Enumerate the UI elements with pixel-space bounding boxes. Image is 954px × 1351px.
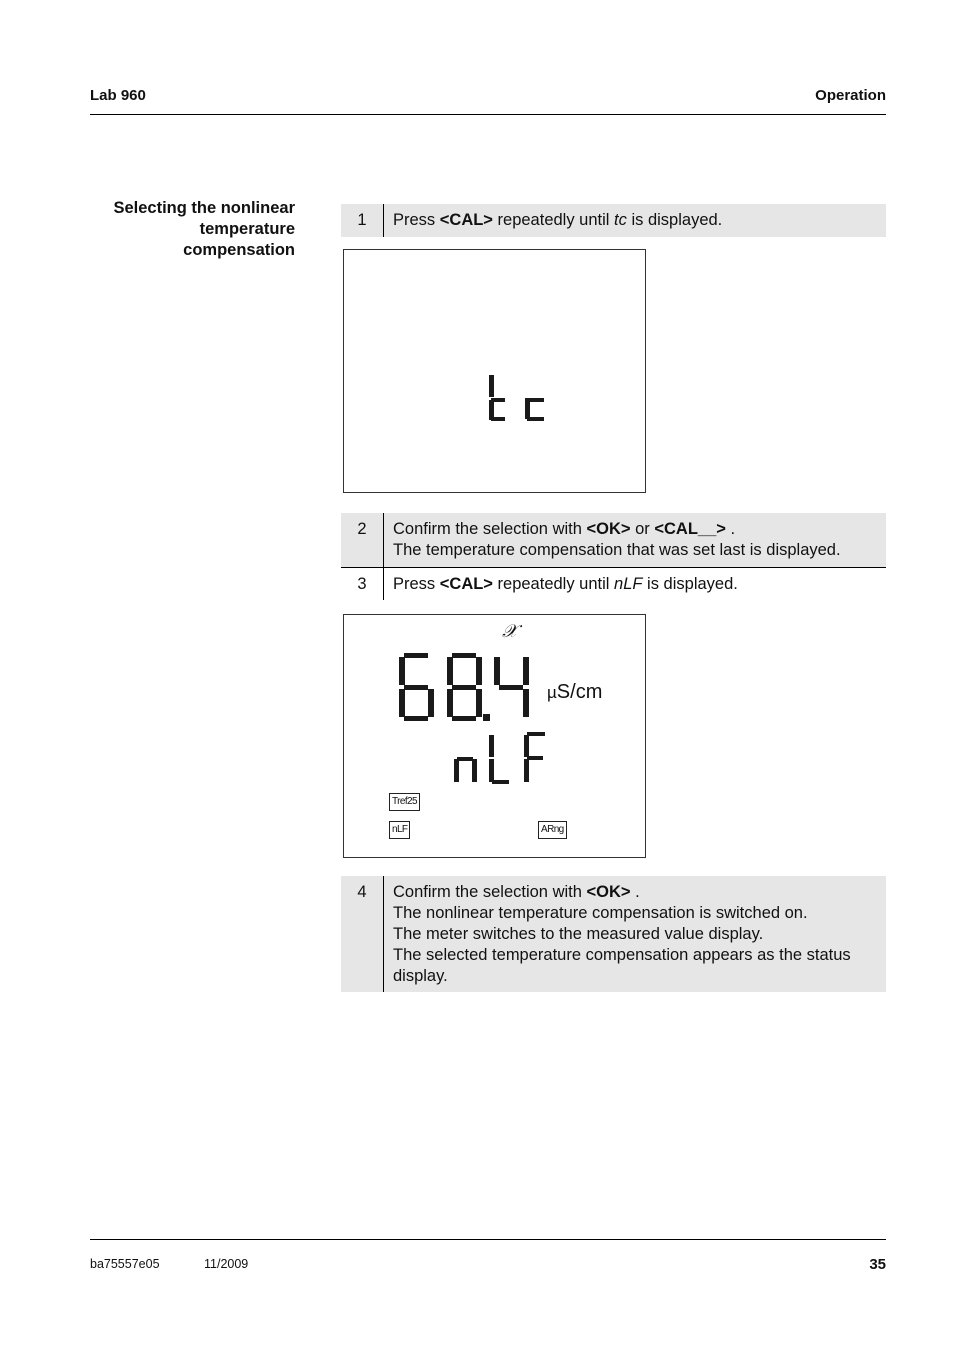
- lcd-value-68-4: [399, 653, 529, 721]
- step-number: 3: [341, 568, 384, 600]
- display-code: tc: [614, 211, 627, 229]
- unit-label: [547, 681, 602, 704]
- text-run: Confirm the selection with: [393, 520, 587, 538]
- step-text-line: [393, 574, 878, 595]
- lcd-display-tc: [343, 249, 646, 493]
- key-label: <OK>: [586, 520, 631, 538]
- step-text: [393, 568, 886, 601]
- page-number: 35: [869, 1256, 886, 1273]
- text-run: The nonlinear temperature compensation is switched on.: [393, 904, 808, 922]
- indicator-tref25: Tref25: [389, 793, 420, 811]
- step-4: [341, 876, 886, 992]
- text-run: .: [725, 520, 736, 538]
- section-title-line: temperature: [199, 220, 295, 238]
- header-left: Lab 960: [90, 87, 146, 104]
- section-title-line: compensation: [183, 241, 295, 259]
- lcd-display-measurement: [343, 614, 646, 858]
- text-run: The temperature compensation that was set last is displayed.: [393, 541, 841, 559]
- text-run: Press: [393, 575, 440, 593]
- conductivity-symbol: 𝒳: [502, 621, 518, 642]
- text-run: is displayed.: [642, 575, 738, 593]
- step-number: 4: [341, 876, 384, 992]
- lcd-segments: [344, 250, 645, 492]
- text-run: Press: [393, 211, 440, 229]
- key-label: <OK>: [586, 883, 631, 901]
- step-text-line: [393, 945, 878, 966]
- step-number: 2: [341, 513, 384, 567]
- step-number: 1: [341, 204, 384, 237]
- indicator-nlf: nLF: [389, 821, 410, 839]
- step-text-line: [393, 966, 878, 987]
- text-run: display.: [393, 967, 448, 985]
- step-3: [341, 568, 886, 600]
- header-rule: [90, 114, 886, 115]
- key-label: <CAL__>: [654, 520, 726, 538]
- header-right: Operation: [815, 87, 886, 104]
- step-text-line: [393, 903, 878, 924]
- step-text-line: [393, 519, 878, 540]
- section-title: [90, 198, 295, 261]
- footer-rule: [90, 1239, 886, 1240]
- footer-doc-id: ba75557e05: [90, 1257, 160, 1271]
- unit-text: S/cm: [556, 681, 603, 703]
- text-run: The meter switches to the measured value display.: [393, 925, 764, 943]
- lcd-mode-nlf: [454, 732, 545, 784]
- indicator-arng: ARng: [538, 821, 567, 839]
- step-text: [393, 876, 886, 993]
- step-text-line: [393, 924, 878, 945]
- step-text: [393, 513, 886, 567]
- key-label: <CAL>: [439, 575, 493, 593]
- lcd-text-tc: [489, 375, 544, 421]
- text-run: is displayed.: [626, 211, 723, 229]
- display-code: nLF: [614, 575, 643, 593]
- section-title-line: Selecting the nonlinear: [113, 199, 295, 217]
- text-run: or: [630, 520, 655, 538]
- step-text: [393, 204, 886, 237]
- unit-mu: µ: [547, 683, 557, 702]
- step-1: [341, 204, 886, 237]
- text-run: repeatedly until: [492, 575, 615, 593]
- footer-date: 11/2009: [204, 1257, 249, 1271]
- text-run: repeatedly until: [492, 211, 615, 229]
- step-text-line: [393, 882, 878, 903]
- text-run: .: [630, 883, 640, 901]
- text-run: The selected temperature compensation appears as the status: [393, 946, 851, 964]
- text-run: Confirm the selection with: [393, 883, 587, 901]
- key-label: <CAL>: [439, 211, 493, 229]
- step-2: [341, 513, 886, 567]
- step-text-line: [393, 210, 878, 231]
- step-text-line: [393, 540, 878, 561]
